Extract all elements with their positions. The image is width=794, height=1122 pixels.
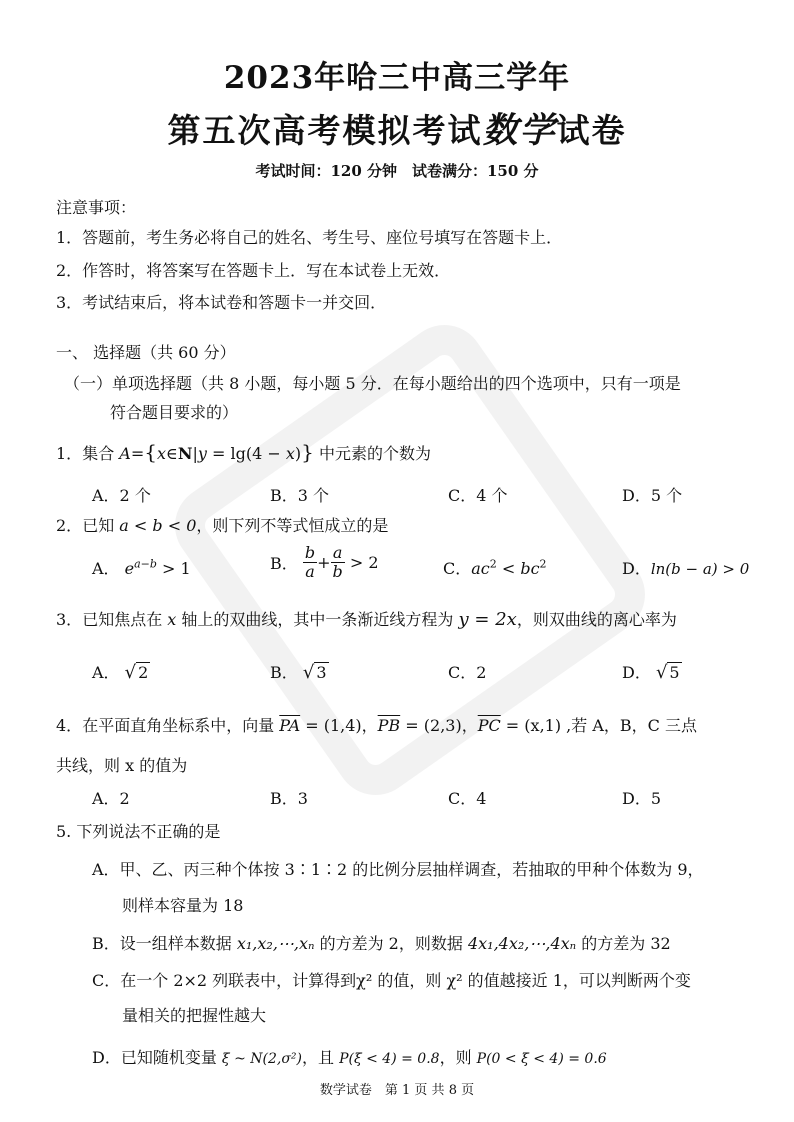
question-4-stem: 4．在平面直角坐标系中，向量 $\overline{PA} = (1,4)$，$\overline{PB} = (2,3)$，$\overline{PC} = (x,1)$ ,若 A，B，C 三点	[56, 716, 697, 735]
note-item-3: 3．考试结束后，将本试卷和答题卡一并交回．	[56, 293, 387, 312]
subsection-heading-line2: 符合题目要求的）	[110, 403, 239, 422]
q3-option-a: A． √ 2	[92, 662, 149, 683]
q2-option-d: D．ln(b − a) > 0	[622, 559, 750, 578]
q4-option-a: A．2	[92, 789, 130, 808]
q3-option-b: B． √ 3	[270, 662, 327, 683]
notes-heading: 注意事项：	[56, 198, 137, 217]
exam-title-line2	[0, 103, 794, 153]
q5-option-b: B．设一组样本数据 x₁,x₂,⋯,xₙ 的方差为 2，则数据 4x₁,4x₂,⋯,4xₙ 的方差为 32	[92, 934, 671, 953]
q1-option-b: B．3 个	[270, 486, 330, 505]
q3-option-d: D． √ 5	[622, 662, 680, 683]
q5-option-c-line2: 量相关的把握性越大	[122, 1006, 267, 1025]
q4-option-b: B．3	[270, 789, 308, 808]
q5-option-d: D．已知随机变量 ξ ~ N(2,σ²)，且 P(ξ < 4) = 0.8，则 P(0 < ξ < 4) = 0.6	[92, 1048, 607, 1067]
note-item-2: 2．作答时，将答案写在答题卡上．写在本试卷上无效．	[56, 261, 451, 280]
question-1-stem: 1．集合 A={x∈N|y = lg(4 − x)} 中元素的个数为	[56, 440, 431, 464]
q4-option-d: D．5	[622, 789, 662, 808]
title-suffix: 试卷	[556, 111, 627, 150]
q2-option-a: A． $e^{a-b} > 1$	[92, 557, 191, 578]
question-4-line2: 共线，则 x 的值为	[56, 756, 188, 775]
question-2-stem: 2．已知 a < b < 0，则下列不等式恒成立的是	[56, 516, 389, 535]
q5-option-a-line1: A．甲、乙、丙三种个体按 3∶1∶2 的比例分层抽样调查，若抽取的甲种个体数为 9，	[92, 860, 704, 879]
q2-option-c: C．$ac^2 < bc^2$	[443, 557, 547, 578]
q4-option-c: C．4	[448, 789, 487, 808]
note-item-1: 1．答题前，考生务必将自己的姓名、考生号、座位号填写在答题卡上．	[56, 228, 563, 247]
q2-option-b: B． $\frac{b}{a}$ + $\frac{a}{b}$ > 2	[270, 543, 379, 581]
q5-option-c-line1: C．在一个 2×2 列联表中，计算得到χ² 的值，则 χ² 的值越接近 1，可以判断两个变	[92, 971, 691, 990]
page-footer: 数学试卷 第 1 页 共 8 页	[319, 1083, 475, 1098]
section-heading: 一、 选择题（共 60 分）	[56, 343, 236, 362]
exam-title-line1: 2023年哈三中高三学年	[223, 60, 571, 96]
q1-option-d: D．5 个	[622, 486, 683, 505]
subsection-heading-line1: （一）单项选择题（共 8 小题，每小题 5 分．在每小题给出的四个选项中，只有一项是	[64, 374, 681, 393]
exam-meta: 考试时间：120 分钟 试卷满分：150 分	[255, 162, 539, 180]
title-subject: 数学	[482, 110, 557, 151]
q1-option-a: A．2 个	[92, 486, 151, 505]
title-prefix: 第五次高考模拟考试	[167, 111, 483, 150]
q1-option-c: C．4 个	[448, 486, 508, 505]
question-5-stem: 5. 下列说法不正确的是	[56, 822, 221, 841]
q3-option-c: C．2	[448, 663, 487, 682]
q5-option-a-line2: 则样本容量为 18	[122, 896, 244, 915]
question-3-stem: 3．已知焦点在 x 轴上的双曲线，其中一条渐近线方程为 y = 2x，则双曲线的离心率为	[56, 609, 677, 630]
